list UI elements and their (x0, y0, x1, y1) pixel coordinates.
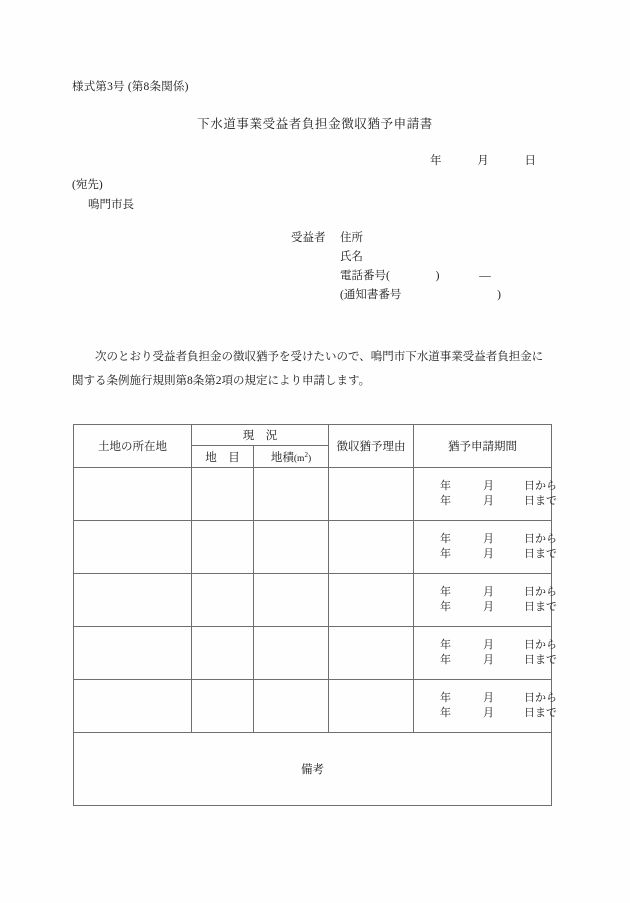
period-to-day: 日まで (524, 495, 557, 507)
remarks-row (74, 733, 552, 806)
header-land-area-paren-open: ( (293, 453, 298, 464)
cell-location[interactable] (74, 627, 192, 680)
period-from-year: 年 (440, 533, 451, 545)
period-to-month: 月 (483, 654, 494, 666)
beneficiary-phone-dash: — (479, 270, 491, 282)
period-to-year: 年 (440, 601, 451, 613)
period-to-year: 年 (440, 495, 451, 507)
document-title: 下水道事業受益者負担金徴収猶予申請書 (197, 117, 433, 131)
header-land-area-unit-exponent: 2 (304, 450, 308, 459)
beneficiary-name-label: 氏名 (340, 251, 363, 263)
header-reason: 徴収猶予理由 (329, 425, 414, 468)
table-body (74, 468, 557, 806)
period-to-line (414, 494, 557, 509)
period-to-day: 日まで (524, 707, 557, 719)
beneficiary-phone-row (340, 267, 501, 286)
period-from-line (414, 585, 557, 600)
period-to-month: 月 (483, 548, 494, 560)
period-to-year: 年 (440, 654, 451, 666)
cell-land-category[interactable] (192, 680, 254, 733)
beneficiary-notice-paren-close: ) (497, 289, 501, 301)
header-land-area-unit: m (297, 453, 305, 464)
period-to-line (414, 653, 557, 668)
cell-location[interactable] (74, 680, 192, 733)
body-paragraph-line2: 関する条例施行規則第8条第2項の規定により申請します。 (72, 375, 371, 387)
period-to-day: 日まで (524, 548, 557, 560)
period-to-year: 年 (440, 548, 451, 560)
beneficiary-block (291, 229, 501, 305)
form-code: 様式第3号 (第8条関係) (72, 81, 189, 93)
beneficiary-notice-row (340, 286, 501, 305)
remarks-label: 備考 (301, 764, 324, 776)
cell-period[interactable] (414, 574, 557, 627)
period-to-line (414, 600, 557, 615)
period-to-day: 日まで (524, 654, 557, 666)
cell-land-area[interactable] (254, 627, 329, 680)
header-land-area-text: 地積 (270, 451, 294, 464)
body-paragraph (72, 345, 556, 393)
beneficiary-phone-label: 電話番号( (340, 270, 390, 282)
beneficiary-address-row (340, 229, 501, 248)
period-from-month: 月 (483, 692, 494, 704)
header-period: 猶予申請期間 (414, 425, 552, 468)
cell-period[interactable] (414, 627, 557, 680)
addressee-name: 鳴門市長 (88, 199, 134, 211)
period-from-day: 日から (524, 692, 557, 704)
cell-land-area[interactable] (254, 521, 329, 574)
cell-location[interactable] (74, 521, 192, 574)
period-to-day: 日まで (524, 601, 557, 613)
period-from-line (414, 532, 557, 547)
header-land-area (254, 446, 329, 468)
period-from-day: 日から (524, 480, 557, 492)
header-current-status: 現 況 (192, 425, 329, 446)
header-land-area-paren-close: ) (307, 453, 312, 464)
period-to-month: 月 (483, 495, 494, 507)
header-location: 土地の所在地 (74, 425, 192, 468)
period-from-day: 日から (524, 639, 557, 651)
cell-land-category[interactable] (192, 627, 254, 680)
cell-land-area[interactable] (254, 468, 329, 521)
period-from-year: 年 (440, 586, 451, 598)
period-from-month: 月 (483, 480, 494, 492)
date-month-label: 月 (477, 155, 489, 167)
cell-land-category[interactable] (192, 574, 254, 627)
cell-reason[interactable] (329, 680, 414, 733)
cell-land-area[interactable] (254, 574, 329, 627)
period-to-month: 月 (483, 601, 494, 613)
period-from-month: 月 (483, 586, 494, 598)
remarks-cell[interactable] (74, 733, 552, 806)
body-paragraph-line1: 次のとおり受益者負担金の徴収猶予を受けたいので、鳴門市下水道事業受益者負担金に (95, 351, 544, 363)
cell-reason[interactable] (329, 627, 414, 680)
period-to-line (414, 547, 557, 562)
cell-period[interactable] (414, 680, 557, 733)
cell-location[interactable] (74, 468, 192, 521)
table-header-row-1 (74, 425, 552, 446)
table-row (74, 680, 552, 733)
submission-date-line (430, 152, 536, 168)
period-from-line (414, 638, 557, 653)
cell-land-area[interactable] (254, 680, 329, 733)
cell-land-category[interactable] (192, 468, 254, 521)
date-day-label: 日 (524, 155, 536, 167)
period-from-year: 年 (440, 480, 451, 492)
period-from-year: 年 (440, 639, 451, 651)
cell-land-category[interactable] (192, 521, 254, 574)
cell-reason[interactable] (329, 468, 414, 521)
period-from-year: 年 (440, 692, 451, 704)
beneficiary-notice-label: (通知書番号 (340, 289, 402, 301)
header-land-category: 地 目 (192, 446, 254, 468)
period-from-month: 月 (483, 533, 494, 545)
beneficiary-address-label: 住所 (340, 232, 363, 244)
table-row (74, 521, 552, 574)
cell-reason[interactable] (329, 574, 414, 627)
period-from-line (414, 691, 557, 706)
cell-period[interactable] (414, 468, 557, 521)
beneficiary-name-row (340, 248, 501, 267)
period-from-line (414, 479, 557, 494)
period-to-month: 月 (483, 707, 494, 719)
cell-location[interactable] (74, 574, 192, 627)
beneficiary-phone-paren-close: ) (435, 270, 440, 282)
table-row (74, 468, 552, 521)
table-row (74, 627, 552, 680)
period-to-year: 年 (440, 707, 451, 719)
period-from-month: 月 (483, 639, 494, 651)
cell-reason[interactable] (329, 521, 414, 574)
application-table (73, 424, 557, 806)
date-year-label: 年 (430, 155, 442, 167)
period-from-day: 日から (524, 586, 557, 598)
cell-period[interactable] (414, 521, 557, 574)
table-row (74, 574, 552, 627)
beneficiary-label: 受益者 (291, 232, 326, 244)
period-to-line (414, 706, 557, 721)
period-from-day: 日から (524, 533, 557, 545)
addressee-label: (宛先) (72, 179, 103, 191)
